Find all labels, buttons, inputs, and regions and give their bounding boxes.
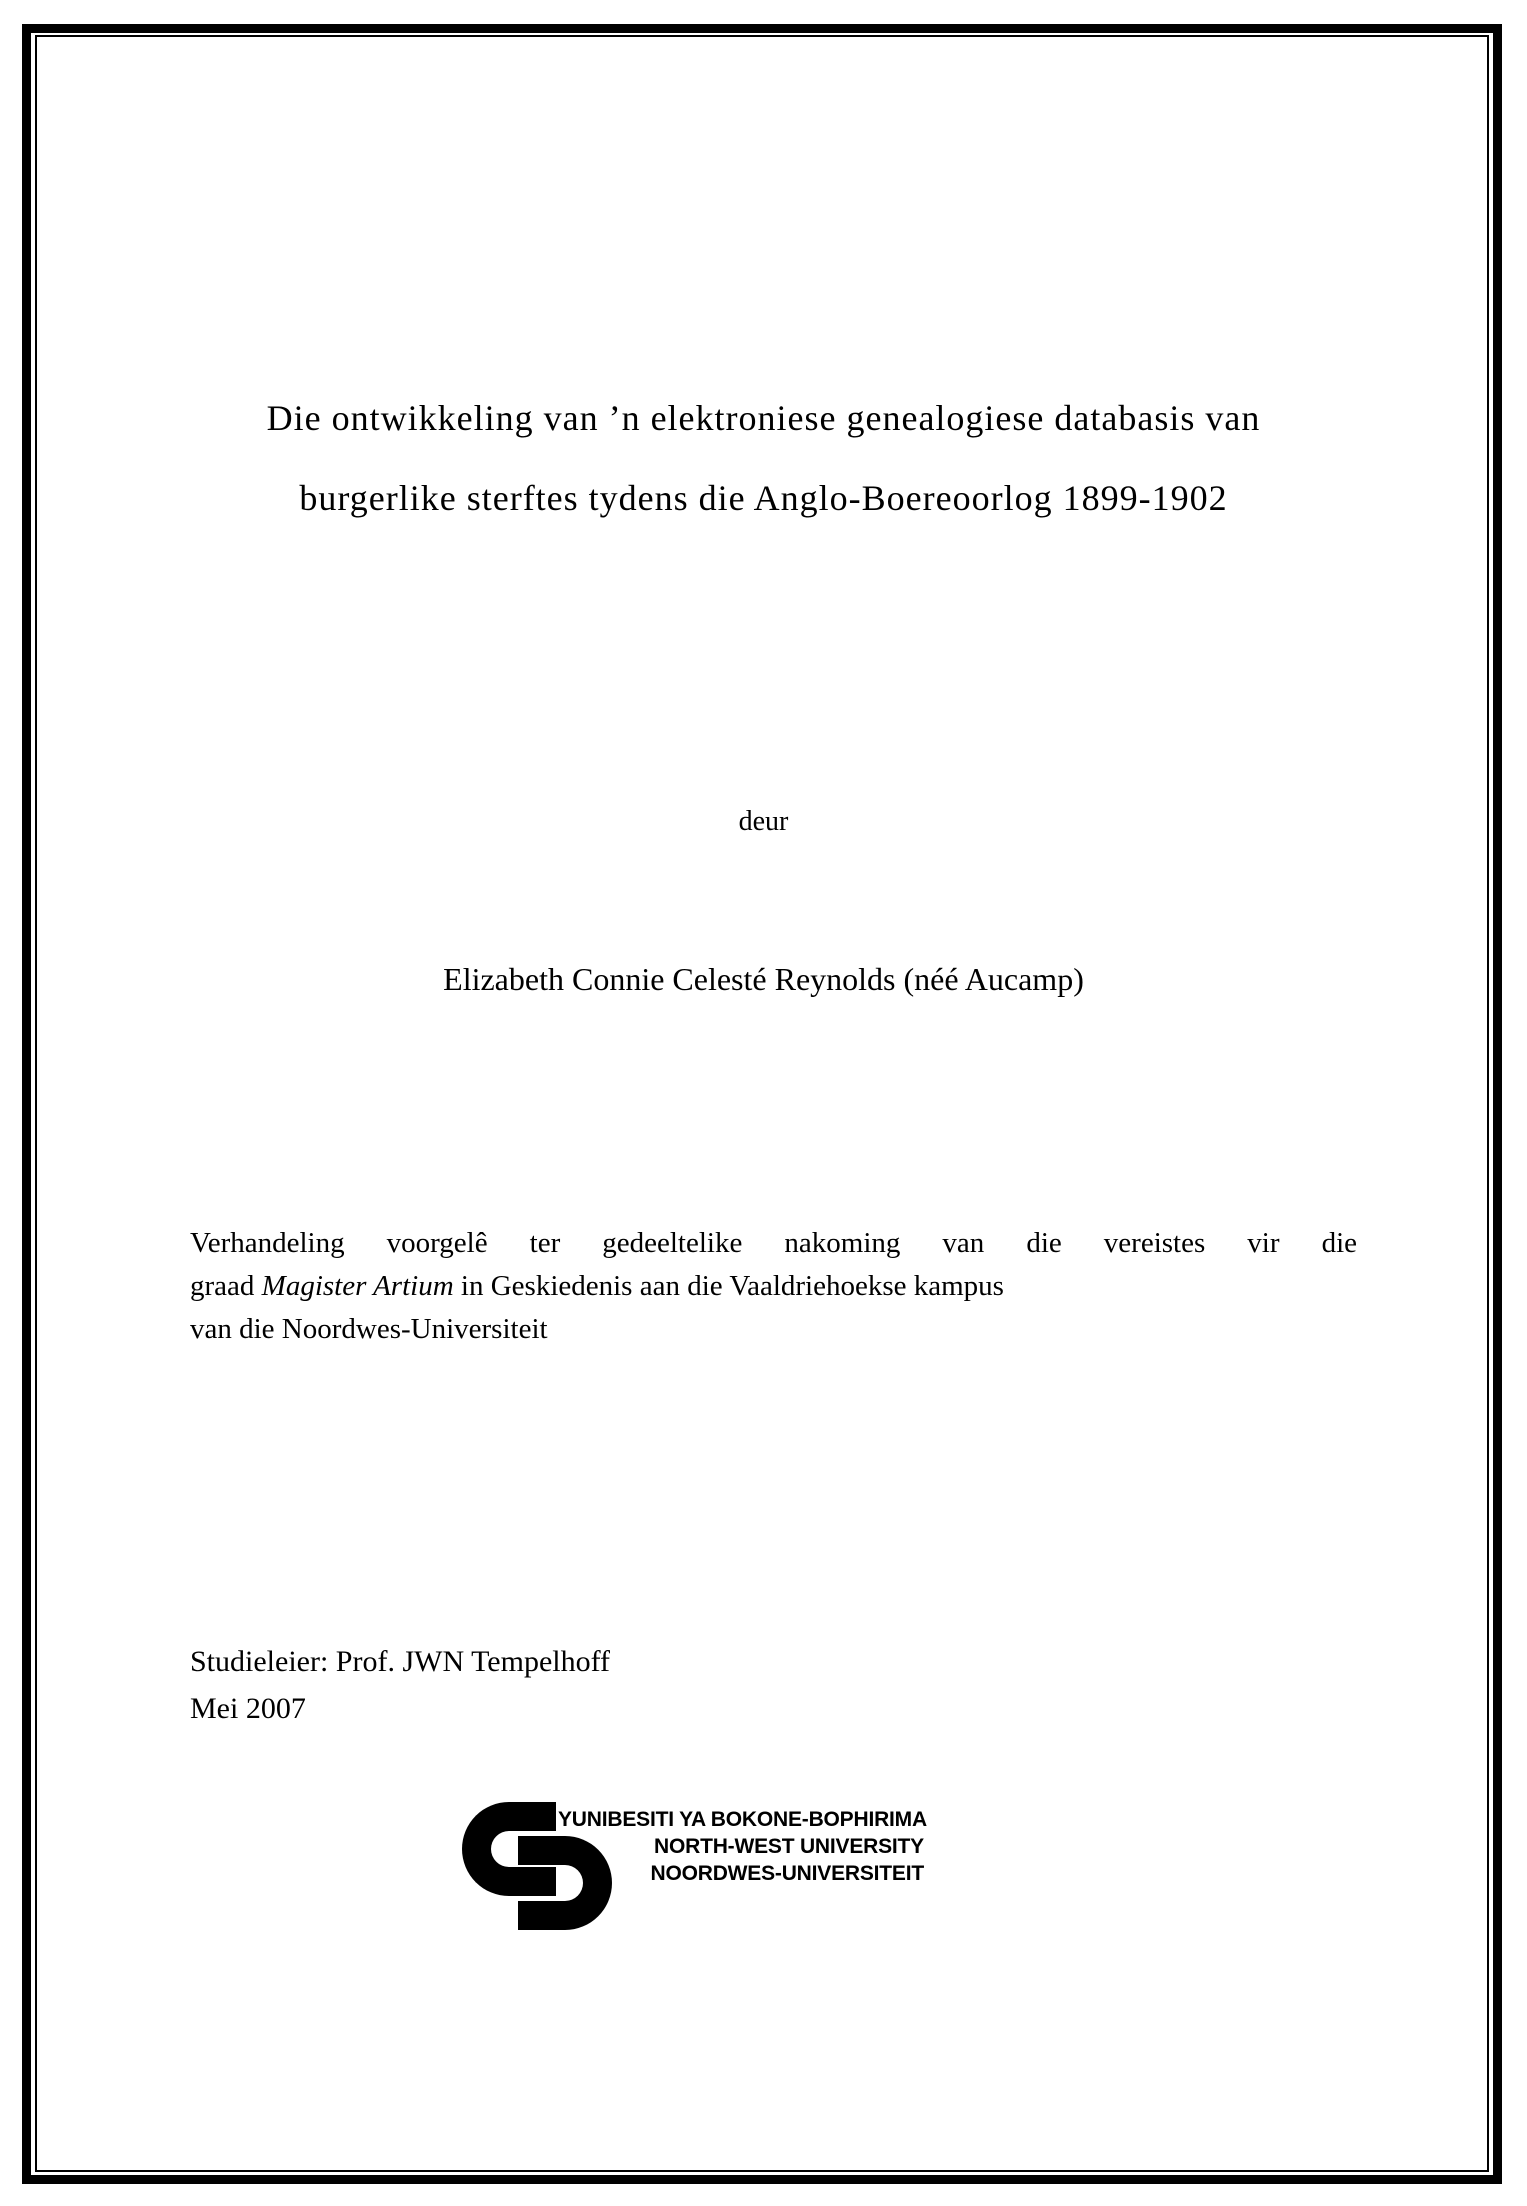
statement-line2-prefix: graad [190,1270,262,1302]
thesis-title-line2: burgerlike sterftes tydens die Anglo-Boereoorlog 1899-1902 [299,478,1228,518]
nwu-logo [462,1802,1082,1932]
statement-line2-suffix: in Geskiedenis aan die Vaaldriehoekse kampus [453,1270,1004,1302]
statement-line2 [190,1265,1357,1308]
thesis-title-line1: Die ontwikkeling van ’n elektroniese genealogiese databasis van [266,398,1261,438]
date-line: Mei 2007 [190,1692,306,1725]
submission-statement [190,1222,1357,1351]
supervisor-line: Studieleier: Prof. JWN Tempelhoff [190,1645,611,1678]
nwu-logo-text [558,1806,927,1887]
thesis-title [100,378,1427,538]
supervisor-block [190,1638,1090,1732]
nwu-name-setswana: YUNIBESITI YA BOKONE-BOPHIRIMA [558,1808,927,1831]
author-name: Elizabeth Connie Celesté Reynolds (néé Aucamp) [443,961,1084,997]
degree-name-italic: Magister Artium [261,1270,454,1302]
statement-line1: Verhandeling voorgelê ter gedeeltelike nakoming van die vereistes vir die [190,1227,1357,1259]
byline-deur: deur [738,806,789,837]
statement-line3: van die Noordwes-Universiteit [190,1313,548,1345]
nwu-name-english: NORTH-WEST UNIVERSITY [654,1835,924,1858]
nwu-name-afrikaans: NOORDWES-UNIVERSITEIT [650,1862,924,1885]
